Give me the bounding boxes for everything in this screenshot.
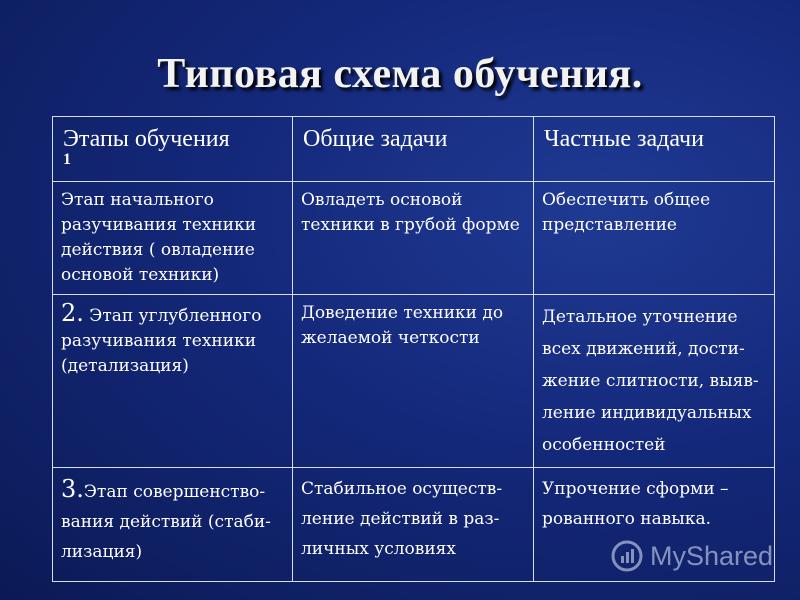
stage-text: Этап углубленного разучивания техники (детализация)	[61, 306, 262, 376]
header-stage-number: 1	[63, 151, 71, 168]
specific-task-text: Детальное уточнение всех движений, дости-жение слитности, выяв-ление индивидуальных особенностей	[542, 307, 759, 455]
table-row	[53, 182, 775, 295]
header-general-label: Общие задачи	[303, 126, 448, 152]
header-cell-specific	[534, 117, 775, 182]
table-row	[53, 295, 775, 468]
header-cell-general	[293, 117, 534, 182]
watermark-text: MyShared	[650, 540, 774, 571]
specific-task-text: Обеспечить общее представление	[542, 190, 711, 235]
stage-cell	[53, 295, 293, 468]
stage-text: Этап совершенство-вания действий (стаби-лизация)	[61, 482, 271, 562]
training-schema-table	[52, 116, 775, 582]
myshared-watermark[interactable]	[610, 538, 773, 574]
stage-cell	[53, 468, 293, 582]
header-specific-label: Частные задачи	[544, 126, 704, 152]
specific-task-cell	[534, 182, 775, 295]
stage-cell	[53, 182, 293, 295]
general-task-cell	[293, 468, 534, 582]
slide-title: Типовая схема обучения.	[157, 51, 643, 97]
general-task-cell	[293, 295, 534, 468]
header-cell-stages	[53, 117, 293, 182]
stage-text: Этап начального разучивания техники действия ( овладение основой техники)	[61, 190, 257, 285]
table-header-row	[53, 117, 775, 182]
specific-task-text: Упрочение сформи – рованного навыка.	[542, 479, 729, 529]
general-task-text: Стабильное осуществ-ление действий в раз-личных условиях	[301, 479, 503, 559]
stage-number: 2.	[61, 299, 84, 327]
header-stages-label: Этапы обучения	[63, 126, 230, 152]
general-task-text: Доведение техники до желаемой четкости	[301, 303, 504, 348]
myshared-logo-icon	[610, 539, 644, 573]
specific-task-cell	[534, 295, 775, 468]
general-task-cell	[293, 182, 534, 295]
stage-number: 3.	[61, 475, 84, 503]
general-task-text: Овладеть основой техники в грубой форме	[301, 190, 520, 235]
